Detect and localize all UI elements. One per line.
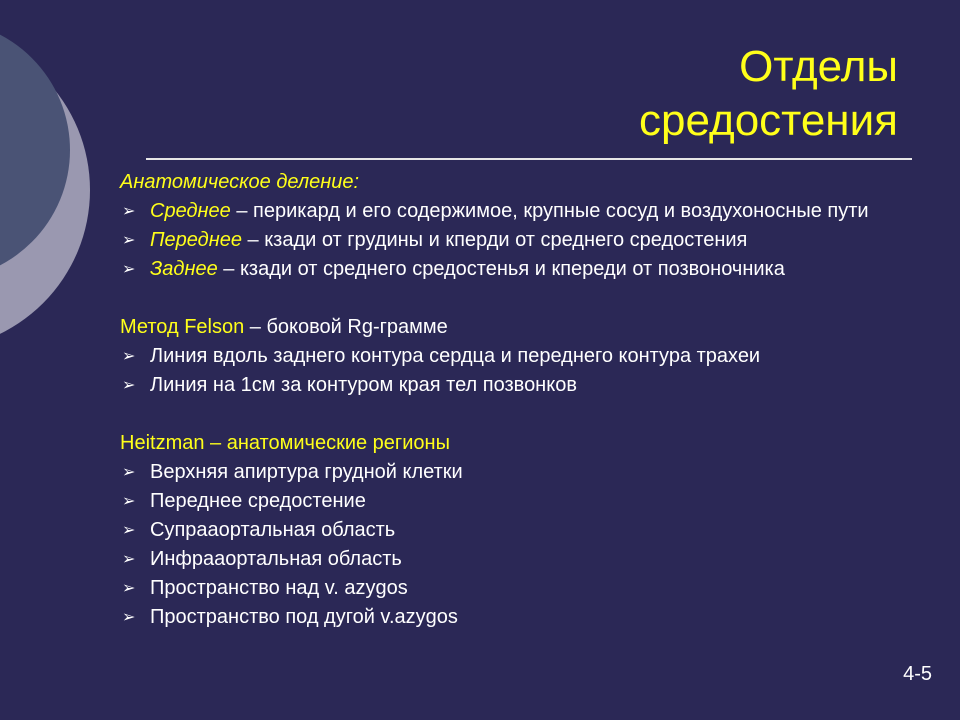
item-text: Линия на 1см за контуром края тел позвонков bbox=[150, 374, 577, 396]
section-felson-heading bbox=[120, 313, 920, 342]
item-text: Переднее средостение bbox=[150, 490, 366, 512]
item-term: Среднее bbox=[150, 200, 231, 222]
item-text: Пространство под дугой v.azygos bbox=[150, 606, 458, 628]
item-term: Заднее bbox=[150, 258, 218, 280]
spacer bbox=[120, 284, 920, 313]
arrow-bullet-icon: ➢ bbox=[122, 203, 136, 220]
page-number: 4-5 bbox=[903, 663, 932, 685]
arrow-bullet-icon: ➢ bbox=[122, 232, 136, 249]
item-text: – кзади от среднего средостенья и кпереди от позвоночника bbox=[217, 258, 785, 280]
title-line-2: средостения bbox=[639, 96, 898, 145]
arrow-bullet-icon: ➢ bbox=[122, 493, 136, 510]
arrow-bullet-icon: ➢ bbox=[122, 348, 136, 365]
heitzman-list bbox=[120, 458, 920, 632]
list-item bbox=[120, 545, 920, 574]
list-item bbox=[120, 226, 920, 255]
list-item bbox=[120, 458, 920, 487]
item-text: Линия вдоль заднего контура сердца и переднего контура трахеи bbox=[150, 345, 761, 367]
arrow-bullet-icon: ➢ bbox=[122, 551, 136, 568]
section-anatomical-heading: Анатомическое деление: bbox=[120, 171, 360, 193]
felson-method-desc: – боковой Rg-грамме bbox=[244, 316, 448, 338]
item-term: Переднее bbox=[150, 229, 242, 251]
item-text: Пространство над v. azygos bbox=[150, 577, 408, 599]
item-text: Супрааортальная область bbox=[150, 519, 396, 541]
slide-title bbox=[639, 40, 898, 148]
item-text: Инфрааортальная область bbox=[150, 548, 402, 570]
list-item bbox=[120, 255, 920, 284]
item-text: – перикард и его содержимое, крупные сосуд и воздухоносные пути bbox=[230, 200, 869, 222]
decor-circle-inner bbox=[0, 20, 70, 280]
anatomical-list bbox=[120, 197, 920, 284]
list-item bbox=[120, 516, 920, 545]
slide-body bbox=[120, 168, 920, 632]
list-item bbox=[120, 342, 920, 371]
title-divider bbox=[146, 158, 912, 160]
decor-circle-outer bbox=[0, 30, 90, 350]
list-item bbox=[120, 197, 920, 226]
arrow-bullet-icon: ➢ bbox=[122, 580, 136, 597]
spacer bbox=[120, 400, 920, 429]
item-text: Верхняя апиртура грудной клетки bbox=[150, 461, 463, 483]
list-item bbox=[120, 371, 920, 400]
list-item bbox=[120, 603, 920, 632]
arrow-bullet-icon: ➢ bbox=[122, 261, 136, 278]
section-heitzman-heading: Heitzman – анатомические регионы bbox=[120, 432, 450, 454]
arrow-bullet-icon: ➢ bbox=[122, 464, 136, 481]
arrow-bullet-icon: ➢ bbox=[122, 522, 136, 539]
arrow-bullet-icon: ➢ bbox=[122, 609, 136, 626]
title-line-1: Отделы bbox=[739, 42, 898, 91]
list-item bbox=[120, 574, 920, 603]
item-text: – кзади от грудины и кперди от среднего средостения bbox=[241, 229, 748, 251]
arrow-bullet-icon: ➢ bbox=[122, 377, 136, 394]
list-item bbox=[120, 487, 920, 516]
felson-list bbox=[120, 342, 920, 400]
felson-method-label: Метод Felson bbox=[120, 316, 245, 338]
